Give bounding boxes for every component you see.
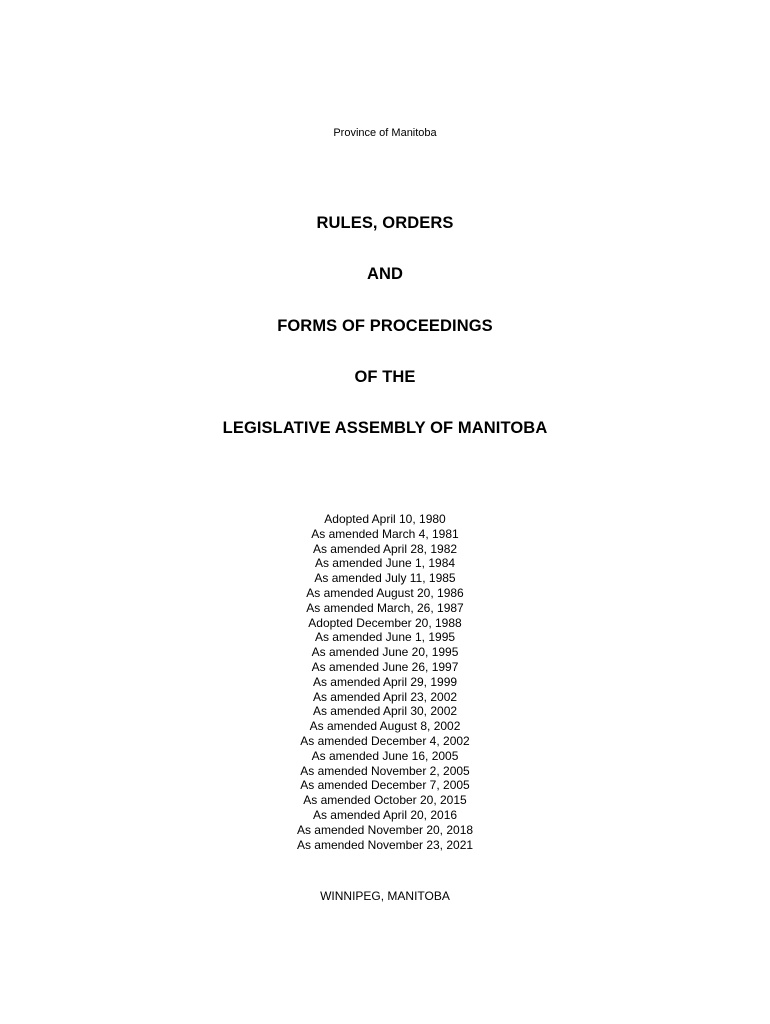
amendment-entry: As amended August 8, 2002: [309, 719, 461, 734]
amendment-history-list: [0, 512, 770, 852]
title-line-of-the: OF THE: [354, 368, 416, 386]
amendment-entry: As amended April 28, 1982: [312, 541, 458, 556]
amendment-entry: As amended November 20, 2018: [296, 822, 474, 837]
amendment-entry: As amended April 29, 1999: [312, 674, 458, 689]
amendment-entry: As amended June 1, 1984: [314, 556, 456, 571]
amendment-entry: As amended October 20, 2015: [303, 793, 467, 808]
title-line-forms-of-proceedings: FORMS OF PROCEEDINGS: [277, 317, 493, 335]
province-heading: Province of Manitoba: [333, 127, 437, 139]
amendment-entry: As amended April 20, 2016: [312, 807, 458, 822]
amendment-entry: As amended December 7, 2005: [300, 778, 470, 793]
amendment-entry: As amended July 11, 1985: [314, 571, 456, 586]
amendment-entry: Adopted April 10, 1980: [324, 512, 446, 526]
amendment-entry: As amended November 23, 2021: [296, 837, 474, 852]
title-line-legislative-assembly: LEGISLATIVE ASSEMBLY OF MANITOBA: [222, 419, 548, 437]
amendment-entry: As amended June 26, 1997: [311, 659, 459, 674]
amendment-entry: As amended November 2, 2005: [300, 763, 470, 778]
amendment-entry: As amended August 20, 1986: [306, 585, 464, 600]
amendment-entry: As amended March 4, 1981: [311, 526, 459, 541]
title-line-and: AND: [366, 265, 404, 283]
amendment-entry: As amended March, 26, 1987: [306, 600, 464, 615]
amendment-entry: As amended June 20, 1995: [311, 645, 459, 660]
amendment-entry: As amended June 1, 1995: [314, 630, 456, 645]
amendment-entry: Adopted December 20, 1988: [308, 615, 462, 630]
amendment-entry: As amended April 30, 2002: [312, 704, 458, 719]
amendment-entry: As amended April 23, 2002: [312, 689, 458, 704]
place-of-publication: WINNIPEG, MANITOBA: [320, 889, 450, 903]
title-line-rules-orders: RULES, ORDERS: [316, 214, 454, 232]
amendment-entry: As amended June 16, 2005: [311, 748, 459, 763]
amendment-entry: As amended December 4, 2002: [300, 733, 470, 748]
